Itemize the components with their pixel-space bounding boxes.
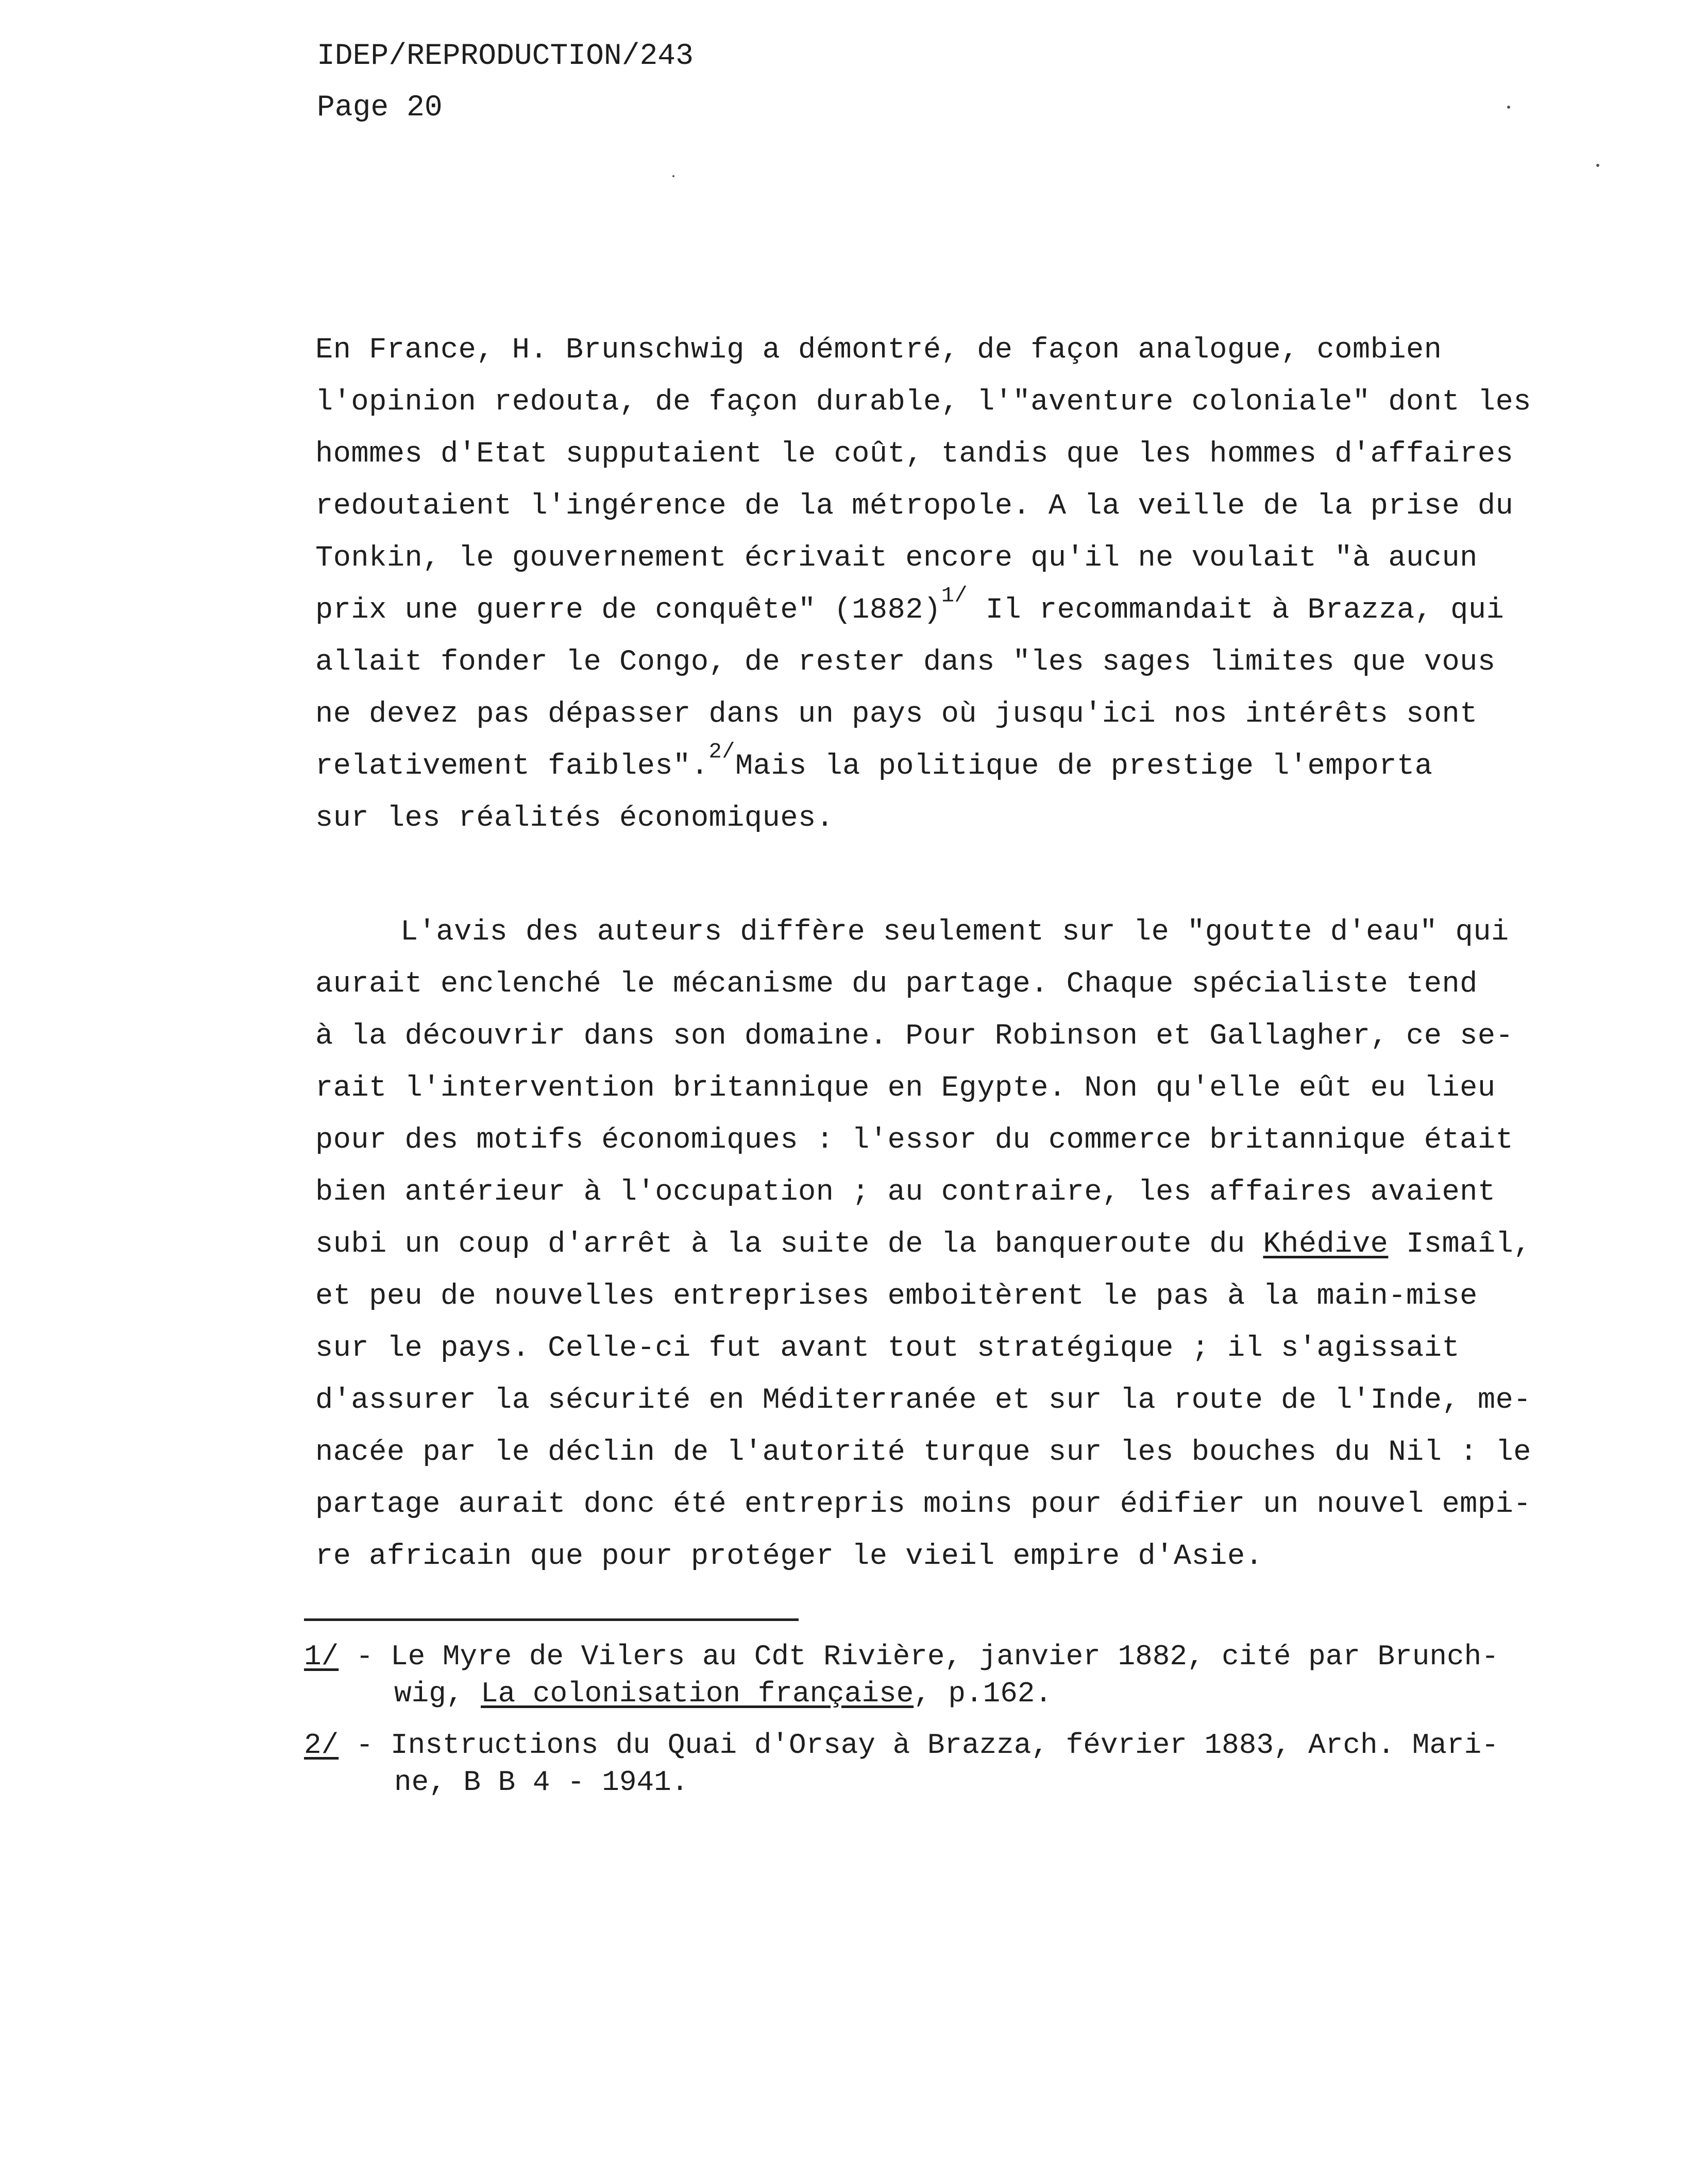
text-line: l'opinion redouta, de façon durable, l'"aventure coloniale" dont les bbox=[315, 386, 1531, 419]
text-line: En France, H. Brunschwig a démontré, de façon analogue, combien bbox=[315, 334, 1442, 367]
page-header bbox=[317, 31, 694, 134]
text-line bbox=[315, 585, 1552, 637]
text-line: sur le pays. Celle-ci fut avant tout stratégique ; il s'agissait bbox=[315, 1332, 1460, 1365]
footnote-dash: - bbox=[339, 1640, 391, 1673]
footnote-line bbox=[304, 1675, 1499, 1712]
footnote-separator bbox=[304, 1618, 799, 1621]
scan-speck bbox=[1596, 164, 1599, 167]
text-line: aurait enclenché le mécanisme du partage. Chaque spécialiste tend bbox=[315, 968, 1478, 1001]
footnote-line bbox=[304, 1638, 1499, 1675]
text-line bbox=[315, 741, 1552, 793]
footnote-text: Le Myre de Vilers au Cdt Rivière, janvier 1882, cité par Brunch- bbox=[391, 1640, 1499, 1673]
text-line: et peu de nouvelles entreprises emboitèrent le pas à la main-mise bbox=[315, 1280, 1478, 1313]
footnote-text: Instructions du Quai d'Orsay à Brazza, février 1883, Arch. Mari- bbox=[391, 1729, 1499, 1762]
text-segment: Mais la politique de prestige l'emporta bbox=[735, 750, 1433, 783]
text-line: partage aurait donc été entrepris moins pour édifier un nouvel empi- bbox=[315, 1488, 1531, 1521]
text-line: redoutaient l'ingérence de la métropole. A la veille de la prise du bbox=[315, 490, 1514, 523]
footnote-ref-2: 2/ bbox=[708, 739, 735, 764]
footnote-1 bbox=[304, 1638, 1499, 1712]
text-line: d'assurer la sécurité en Méditerranée et sur la route de l'Inde, me- bbox=[315, 1384, 1531, 1417]
text-line bbox=[315, 1219, 1552, 1271]
footnote-ref-1: 1/ bbox=[941, 583, 968, 608]
footnote-book-title: La colonisation française bbox=[481, 1677, 914, 1710]
text-line: bien antérieur à l'occupation ; au contraire, les affaires avaient bbox=[315, 1176, 1496, 1209]
text-line: à la découvrir dans son domaine. Pour Robinson et Gallagher, ce se- bbox=[315, 1020, 1514, 1053]
text-line: hommes d'Etat supputaient le coût, tandis que les hommes d'affaires bbox=[315, 438, 1514, 471]
footnote-text: , p.162. bbox=[914, 1677, 1053, 1710]
text-line: L'avis des auteurs diffère seulement sur le "goutte d'eau" qui bbox=[400, 916, 1509, 949]
text-segment: relativement faibles". bbox=[315, 750, 709, 783]
footnote-text: wig, bbox=[394, 1677, 481, 1710]
text-line: pour des motifs économiques : l'essor du commerce britannique était bbox=[315, 1124, 1514, 1157]
text-segment: prix une guerre de conquête" (1882) bbox=[315, 594, 941, 627]
text-line: allait fonder le Congo, de rester dans "les sages limites que vous bbox=[315, 646, 1496, 679]
text-segment: subi un coup d'arrêt à la suite de la banqueroute du bbox=[315, 1228, 1263, 1261]
paragraph-2 bbox=[315, 907, 1552, 1583]
footnote-mark: 2/ bbox=[304, 1729, 339, 1762]
scan-speck bbox=[672, 175, 674, 177]
scan-speck bbox=[1507, 106, 1510, 109]
text-line: sur les réalités économiques. bbox=[315, 802, 834, 835]
footnote-2 bbox=[304, 1727, 1499, 1801]
text-segment: Il recommandait à Brazza, qui bbox=[968, 594, 1505, 627]
underlined-term: Khédive bbox=[1263, 1228, 1389, 1261]
footnote-dash: - bbox=[339, 1729, 391, 1762]
paragraph-1 bbox=[315, 325, 1552, 845]
text-line: rait l'intervention britannique en Egypte. Non qu'elle eût eu lieu bbox=[315, 1072, 1496, 1105]
document-reference: IDEP/REPRODUCTION/243 bbox=[317, 40, 694, 73]
text-line: Tonkin, le gouvernement écrivait encore qu'il ne voulait "à aucun bbox=[315, 542, 1478, 575]
footnote-line bbox=[304, 1727, 1499, 1764]
text-line: re africain que pour protéger le vieil empire d'Asie. bbox=[315, 1540, 1263, 1573]
text-segment: Ismaîl, bbox=[1388, 1228, 1532, 1261]
page-number: Page 20 bbox=[317, 91, 443, 125]
footnote-mark: 1/ bbox=[304, 1640, 339, 1673]
text-line: nacée par le déclin de l'autorité turque sur les bouches du Nil : le bbox=[315, 1436, 1531, 1469]
footnotes bbox=[304, 1638, 1499, 1815]
footnote-line: ne, B B 4 - 1941. bbox=[394, 1766, 689, 1799]
text-line: ne devez pas dépasser dans un pays où jusqu'ici nos intérêts sont bbox=[315, 698, 1478, 731]
